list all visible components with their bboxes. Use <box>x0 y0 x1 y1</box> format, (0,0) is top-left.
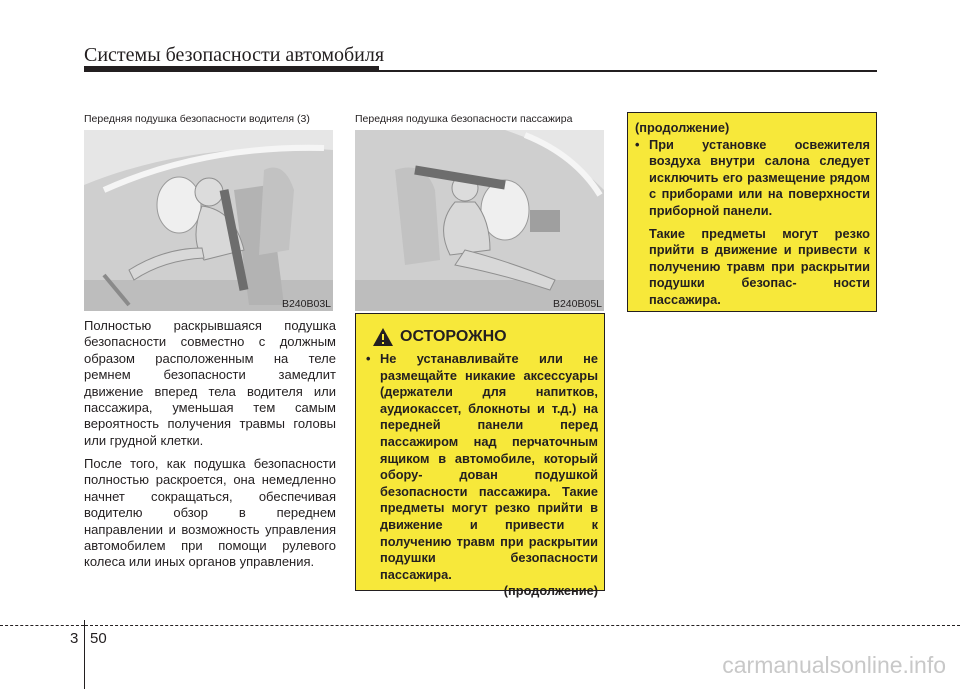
bullet-dot-icon: • <box>635 136 640 152</box>
driver-figure-caption: Передняя подушка безопасности водителя (3) <box>84 111 333 130</box>
body-paragraph-2: После того, как подушка безопасности полностью раскроется, она немедленно начнет сокращаться, обеспечивая водителю обзор в переднем направлении и возможность управления автомобилем при помощи рулевого колеса или иных органов управления. <box>84 456 336 570</box>
continuation-heading: (продолжение) <box>635 120 730 135</box>
continuation-bullet-text: При установке освежителя воздуха внутри салона следует исключить его размещение рядом с приборами или на поверхности приборной панели. <box>649 136 870 218</box>
driver-figure-code: B240B03L <box>281 298 331 310</box>
page-number: 50 <box>90 630 107 647</box>
driver-airbag-illustration <box>84 130 333 311</box>
body-paragraph-1: Полностью раскрывшаяся подушка безопасности совместно с должным образом расположенным на теле ремнем безопасности замедлит движение вперед тела водителя или пассажира, уменьшая тем самым вероятность получения травмы головы или грудной клетки. <box>84 318 336 448</box>
passenger-figure-caption: Передняя подушка безопасности пассажира <box>355 111 604 130</box>
warning-bullet-text: Не устанавливайте или не размещайте никакие аксессуары (держатели для напитков, аудиокассет, блокноты и т.д.) на передней панели перед пассажиром над перчаточным ящиком в автомобиле, который обору- дован подушкой безопасности пассажира. Такие предметы могут резко прийти в движение и привести к получению травм при раскрытии подушки безопасности пассажира. <box>380 351 598 582</box>
continuation-bullet <box>635 137 870 220</box>
warning-bullet <box>366 351 598 583</box>
warning-header <box>372 324 507 350</box>
page-header-title: Системы безопасности автомобиля <box>84 44 385 66</box>
section-number: 3 <box>70 630 79 647</box>
header-rule-thin <box>379 70 877 72</box>
watermark: carmanualsonline.info <box>722 652 946 678</box>
footer-divider <box>84 620 85 689</box>
passenger-figure-code: B240B05L <box>552 298 602 310</box>
footer-dashed-rule-right <box>85 625 960 626</box>
driver-airbag-figure <box>84 111 333 311</box>
warning-triangle-icon <box>372 327 394 347</box>
footer-dashed-rule-left <box>0 625 84 626</box>
bullet-dot-icon: • <box>366 351 371 366</box>
continuation-paragraph: Такие предметы могут резко прийти в движение и привести к получению травм при раскрытии подушки безопас- ности пассажира. <box>649 225 870 307</box>
warning-box <box>355 313 605 599</box>
warning-continued: (продолжение) <box>503 583 598 599</box>
passenger-airbag-illustration <box>355 130 604 311</box>
warning-title: ОСТОРОЖНО <box>400 328 507 345</box>
passenger-airbag-figure <box>355 111 604 311</box>
continuation-body <box>635 120 870 309</box>
header-rule-thick <box>84 66 379 72</box>
continuation-box <box>627 112 877 312</box>
warning-body <box>366 351 598 600</box>
